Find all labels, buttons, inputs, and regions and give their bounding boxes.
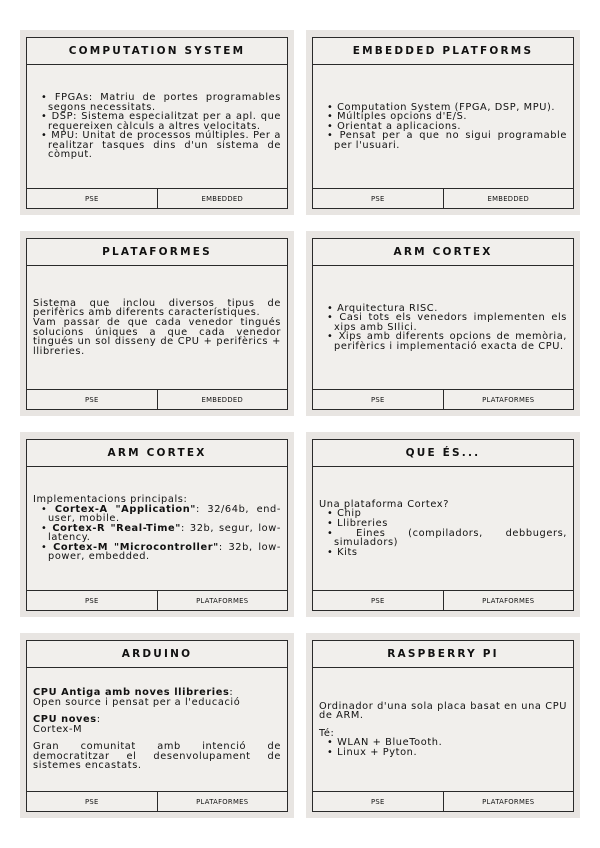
card-body xyxy=(313,266,573,389)
intro-text: Una plataforma Cortex? xyxy=(319,498,450,510)
footer-subject: PSE xyxy=(370,596,385,605)
paragraph: Gran comunitat amb intenció de democratitzar el desenvolupament de sistemes encastats. xyxy=(33,741,281,772)
card-title: PLATAFORMES xyxy=(27,239,287,266)
footer-subject: PSE xyxy=(84,797,99,806)
card-que-es xyxy=(306,432,580,617)
footer-topic: EMBEDDED xyxy=(443,189,574,208)
card-arm-cortex xyxy=(306,231,580,416)
card-frame xyxy=(26,439,288,611)
list-item: • Linux + Pyton. xyxy=(327,748,567,758)
card-footer xyxy=(27,590,287,610)
card-footer xyxy=(27,791,287,811)
card-frame xyxy=(312,238,574,410)
bullet-list xyxy=(319,304,567,352)
list-item: • Orientat a aplicacions. xyxy=(327,122,567,132)
card-arduino xyxy=(20,633,294,818)
list-item: • DSP: Sistema especialitzat per a apl. que requereixen càlculs a altres velocitats. xyxy=(41,112,281,131)
footer-topic: EMBEDDED xyxy=(157,390,288,409)
bullet-list xyxy=(33,505,281,563)
card-arm-cortex-implementations xyxy=(20,432,294,617)
card-title: RASPBERRY PI xyxy=(313,641,573,668)
card-body xyxy=(27,65,287,188)
list-item xyxy=(41,524,281,543)
card-body xyxy=(313,668,573,791)
footer-subject: PSE xyxy=(370,194,385,203)
footer-topic: PLATAFORMES xyxy=(443,591,574,610)
section-term: CPU Antiga amb noves llibreries xyxy=(33,686,230,698)
card-body xyxy=(27,266,287,389)
section-text: Cortex-M xyxy=(33,723,83,735)
card-footer xyxy=(313,791,573,811)
card-title: ARDUINO xyxy=(27,641,287,668)
bullet-list xyxy=(33,93,281,160)
card-frame xyxy=(26,238,288,410)
card-body xyxy=(313,65,573,188)
card-frame xyxy=(26,37,288,209)
card-footer xyxy=(27,188,287,208)
paragraph: Vam passar de que cada venedor tingués solucions úniques a que cada venedor tingués un sol disseny de CPU + perifèrics + llibreries. xyxy=(33,316,281,357)
footer-topic: PLATAFORMES xyxy=(443,390,574,409)
card-title: ARM CORTEX xyxy=(27,440,287,467)
list-item: • Eines (compiladors, debbugers, simuladors) xyxy=(327,529,567,548)
list-item: • Pensat per a que no sigui programable per l'usuari. xyxy=(327,131,567,150)
footer-topic: PLATAFORMES xyxy=(443,792,574,811)
list-item: • Chip xyxy=(327,509,567,519)
card-body xyxy=(27,668,287,791)
footer-topic: PLATAFORMES xyxy=(157,792,288,811)
list-item: • MPU: Unitat de processos múltiples. Per a realitzar tasques dins d'un sistema de còmput. xyxy=(41,131,281,160)
section-term: CPU noves xyxy=(33,714,97,726)
bullet-list xyxy=(319,738,567,757)
list-item: • Arquitectura RISC. xyxy=(327,304,567,314)
paragraph: Ordinador d'una sola placa basat en una CPU de ARM. xyxy=(319,700,567,722)
card-computation-system xyxy=(20,30,294,215)
list-item: • WLAN + BlueTooth. xyxy=(327,738,567,748)
footer-topic: PLATAFORMES xyxy=(157,591,288,610)
card-title: COMPUTATION SYSTEM xyxy=(27,38,287,65)
item-detail: : 32b, segur, low-latency. xyxy=(48,522,282,544)
intro-text: Té: xyxy=(319,727,335,739)
item-term: Cortex-R "Real-Time" xyxy=(52,522,181,534)
section-text: Open source i pensat per a l'educació xyxy=(33,696,241,708)
spacer xyxy=(319,721,567,729)
card-frame xyxy=(312,439,574,611)
section-colon: : xyxy=(96,714,101,726)
card-title: ARM CORTEX xyxy=(313,239,573,266)
card-title: EMBEDDED PLATFORMS xyxy=(313,38,573,65)
card-footer xyxy=(313,590,573,610)
bullet-list xyxy=(319,509,567,557)
footer-subject: PSE xyxy=(84,596,99,605)
bullet-list xyxy=(319,103,567,151)
item-detail: : 32/64b, end-user, mobile. xyxy=(48,503,281,525)
footer-subject: PSE xyxy=(370,797,385,806)
list-item: • FPGAs: Matriu de portes programables segons necessitats. xyxy=(41,93,281,112)
list-item: • Casi tots els venedors implementen els xips amb SIlici. xyxy=(327,313,567,332)
item-term: Cortex-M "Microcontroller" xyxy=(53,541,219,553)
list-item: • Kits xyxy=(327,548,567,558)
card-frame xyxy=(26,640,288,812)
section-colon: : xyxy=(229,686,234,698)
list-item xyxy=(41,543,281,562)
list-item: • Llibreries xyxy=(327,519,567,529)
card-raspberry-pi xyxy=(306,633,580,818)
card-footer xyxy=(27,389,287,409)
list-item: • Xips amb diferents opcions de memòria, perifèrics i implementació exacta de CPU. xyxy=(327,332,567,351)
item-detail: : 32b, low-power, embedded. xyxy=(48,541,282,563)
footer-subject: PSE xyxy=(370,395,385,404)
list-item xyxy=(41,505,281,524)
item-term: Cortex-A "Application" xyxy=(54,503,196,515)
card-body xyxy=(27,467,287,590)
footer-subject: PSE xyxy=(84,194,99,203)
card-body xyxy=(313,467,573,590)
card-plataformes xyxy=(20,231,294,416)
list-item: • Computation System (FPGA, DSP, MPU). xyxy=(327,103,567,113)
footer-subject: PSE xyxy=(84,395,99,404)
card-footer xyxy=(313,389,573,409)
footer-topic: EMBEDDED xyxy=(157,189,288,208)
paragraph: Sistema que inclou diversos tipus de perifèrics amb diferents característiques. xyxy=(33,297,281,319)
card-title: QUE ÉS... xyxy=(313,440,573,467)
list-item: • Múltiples opcions d'E/S. xyxy=(327,112,567,122)
card-footer xyxy=(313,188,573,208)
card-embedded-platforms xyxy=(306,30,580,215)
card-frame xyxy=(312,640,574,812)
intro-text: Implementacions principals: xyxy=(33,493,188,505)
card-frame xyxy=(312,37,574,209)
